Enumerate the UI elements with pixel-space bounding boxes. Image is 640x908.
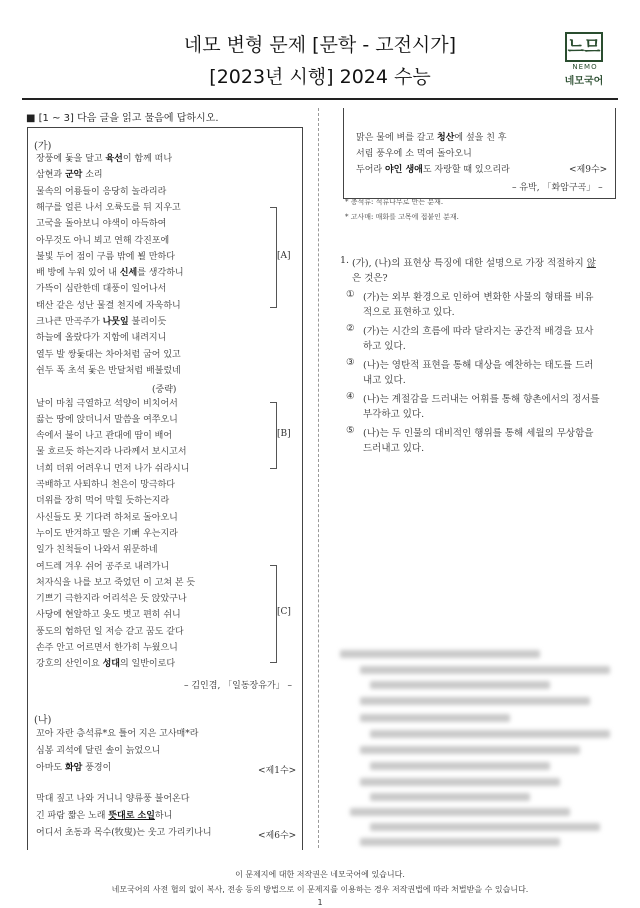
stem-emphasis: 않 bbox=[586, 258, 596, 269]
choice-text-cont: 내고 있다. bbox=[363, 375, 406, 386]
poem-line bbox=[36, 447, 187, 458]
choice-number: ⑤ bbox=[346, 425, 355, 436]
page-title-line1: 네모 변형 문제 [문학 - 고전시가] bbox=[183, 34, 457, 56]
glossary-item: * 고사매: 매화를 고목에 접붙인 분재. bbox=[345, 213, 459, 221]
choice-text-cont: 적으로 표현하고 있다. bbox=[363, 307, 455, 318]
line-seg: 처자식을 나를 보고 죽었던 이 고쳐 본 듯 bbox=[36, 577, 196, 588]
blurred-line bbox=[360, 778, 560, 786]
line-seg: 배 방에 누워 있어 내 bbox=[36, 268, 120, 279]
page-number: 1 bbox=[317, 898, 323, 907]
line-seg: 하니 bbox=[154, 811, 173, 821]
line-seg: 서림 풍우에 소 먹여 돌아오니 bbox=[356, 149, 472, 159]
poem-line bbox=[36, 627, 184, 638]
line-seg: 해구를 얼른 나서 오륙도를 뒤 지우고 bbox=[36, 202, 181, 213]
line-seg: 막대 짚고 나와 거니니 양류풍 불어온다 bbox=[36, 794, 190, 804]
line-seg: 맑은 물에 벼를 갈고 bbox=[356, 133, 437, 143]
poem-line bbox=[356, 146, 472, 159]
poem-line bbox=[36, 170, 103, 181]
emphasized-word: 뜻대로 소일 bbox=[108, 811, 155, 821]
line-seg: 사신들도 못 기다려 하처로 돌아오니 bbox=[36, 512, 178, 523]
footer-warning: 네모국어의 사전 협의 없이 복사, 전송 등의 방법으로 이 문제지를 이용하는 경우 저작권법에 따라 처벌받을 수 있습니다. bbox=[111, 885, 529, 894]
bracket-2 bbox=[270, 565, 277, 663]
poem-line bbox=[36, 545, 158, 556]
choice-number: ② bbox=[346, 323, 355, 334]
line-seg: 여드레 겨우 쉬어 공주로 내려가니 bbox=[36, 561, 170, 572]
emphasized-word: 군악 bbox=[64, 170, 83, 181]
poem-line bbox=[36, 578, 195, 589]
emphasized-word: 화암 bbox=[64, 763, 83, 773]
emphasized-word: 신세 bbox=[119, 268, 138, 279]
poem-line bbox=[36, 811, 172, 822]
line-seg: 꼬아 자란 층석류*요 틀어 지은 고사매*라 bbox=[36, 729, 199, 739]
nemo-logo-ko: 네모국어 bbox=[564, 76, 604, 87]
poem-line bbox=[36, 350, 181, 361]
bracket-0 bbox=[270, 207, 277, 308]
poem-line bbox=[356, 162, 510, 175]
poem-line bbox=[36, 464, 189, 475]
blurred-line bbox=[360, 838, 560, 846]
header-rule bbox=[22, 98, 618, 100]
line-seg: 날이 마침 극열하고 석양이 비치어서 bbox=[36, 398, 178, 409]
line-seg: 의 일반이로다 bbox=[119, 659, 176, 670]
choice-number: ① bbox=[346, 289, 355, 300]
choice-text: (나)는 영탄적 표현을 통해 대상을 예찬하는 태도를 드러 bbox=[363, 360, 594, 371]
line-seg: 를 생각하니 bbox=[137, 268, 184, 279]
blurred-line bbox=[360, 697, 590, 705]
bracket-label: [A] bbox=[277, 250, 291, 261]
poem-line bbox=[36, 219, 166, 230]
line-seg: 고국을 돌아보니 야색이 아득하여 bbox=[36, 219, 167, 230]
poem-line bbox=[36, 366, 181, 377]
poem-label-na: (나) bbox=[34, 715, 52, 726]
poem-label-ga: (가) bbox=[34, 141, 52, 152]
page-title-line2: [2023년 시행] 2024 수능 bbox=[209, 66, 431, 88]
poem-line bbox=[36, 154, 172, 165]
poem-line bbox=[36, 794, 189, 805]
stanza-tag-1: <제1수> bbox=[258, 766, 297, 776]
source-ga: – 김인겸, 「일동장유가」 – bbox=[184, 680, 292, 691]
nemo-logo-en: NEMO bbox=[572, 63, 598, 71]
choice-text: (가)는 외부 환경으로 인하여 변화한 사물의 형태를 비유 bbox=[363, 292, 594, 303]
line-seg: 속에서 불이 나고 관대에 땀이 배어 bbox=[36, 431, 173, 442]
poem-line bbox=[36, 496, 169, 507]
poem-line bbox=[36, 480, 175, 491]
line-seg: 일가 친척들이 나와서 위문하네 bbox=[36, 545, 158, 556]
line-seg: 물 흐르듯 하는지라 나라께서 보시고서 bbox=[36, 447, 187, 458]
poem-line bbox=[36, 415, 178, 426]
line-seg: 곡배하고 사퇴하니 천은이 망극하다 bbox=[36, 480, 175, 490]
blurred-line bbox=[370, 762, 550, 770]
emphasized-word: 야인 생애 bbox=[384, 165, 423, 175]
line-seg: 소리 bbox=[82, 170, 103, 181]
question-stem-cont: 은 것은? bbox=[352, 273, 388, 284]
choice-text: (나)는 두 인물의 대비적인 행위를 통해 세월의 무상함을 bbox=[363, 428, 594, 439]
blurred-line bbox=[340, 650, 540, 658]
instruction-text: ■ [1 ~ 3] 다음 글을 읽고 물음에 답하시오. bbox=[26, 113, 219, 124]
poem-line bbox=[36, 659, 175, 670]
line-seg: 쉰두 폭 초석 돛은 반달처럼 배불렀네 bbox=[36, 365, 181, 376]
line-seg: 불빛 두어 점이 구름 밖에 뵐 만하다 bbox=[36, 251, 175, 262]
question-number: 1. bbox=[340, 255, 350, 266]
question-stem bbox=[352, 255, 596, 269]
poem-line bbox=[36, 187, 166, 198]
line-seg: 긴 파람 짧은 노래 bbox=[36, 811, 109, 821]
line-seg: 이 함께 떠나 bbox=[122, 154, 173, 164]
emphasized-word: 나뭇잎 bbox=[102, 317, 129, 327]
emphasized-word: 육선 bbox=[105, 154, 123, 164]
line-seg: 어디서 초동과 목수(牧叟)는 웃고 가리키나니 bbox=[36, 828, 212, 838]
poem-line bbox=[36, 333, 166, 344]
nemo-logo-mark: 느므 bbox=[565, 32, 603, 62]
line-seg: 열두 발 쌍돛대는 차아처럼 굽어 있고 bbox=[36, 349, 181, 360]
poem-line bbox=[36, 513, 178, 524]
line-seg: 불리이듯 bbox=[128, 317, 167, 327]
choice-text: (가)는 시간의 흐름에 따라 달라지는 공간적 배경을 묘사 bbox=[363, 326, 594, 337]
line-seg: 두어라 bbox=[356, 165, 385, 175]
poem-line bbox=[36, 610, 181, 621]
line-seg: 더위를 장히 먹어 막힐 듯하는지라 bbox=[36, 496, 170, 507]
blurred-line bbox=[370, 730, 610, 738]
poem-line bbox=[36, 562, 169, 573]
choice-number: ③ bbox=[346, 357, 355, 368]
line-seg: 가뜩이 심란한데 대풍이 일어나서 bbox=[36, 284, 167, 295]
choice-text-cont: 하고 있다. bbox=[363, 341, 406, 352]
poem-line bbox=[36, 236, 169, 247]
poem-line bbox=[36, 252, 175, 263]
stem-part: (가), (나)의 표현상 특징에 대한 설명으로 가장 적절하지 bbox=[352, 258, 587, 269]
line-seg: 장풍에 돛을 달고 bbox=[36, 154, 106, 164]
line-seg: 끓는 땅에 앉더니서 말씀을 여쭈오니 bbox=[36, 414, 178, 425]
poem-line bbox=[36, 431, 172, 442]
line-seg: 사당에 현알하고 옷도 벗고 편히 쉬니 bbox=[36, 610, 181, 621]
poem-line bbox=[36, 301, 181, 312]
line-seg: 크나큰 만곡주가 bbox=[36, 317, 103, 327]
line-seg: 심봉 괴석에 달린 솔이 늙었으니 bbox=[36, 746, 161, 756]
stanza-tag-6: <제6수> bbox=[258, 831, 297, 841]
line-seg: 너희 더위 어려우니 먼저 나가 쉬라시니 bbox=[36, 463, 190, 474]
poem-line bbox=[36, 317, 166, 328]
line-seg: 손주 안고 어르면서 한가히 누웠으니 bbox=[36, 643, 178, 653]
omission-note: (중략) bbox=[152, 385, 177, 396]
line-seg: 강호의 산인이요 bbox=[36, 659, 103, 670]
line-seg: 삼현과 bbox=[36, 170, 65, 181]
line-seg: 아마도 bbox=[36, 763, 65, 773]
blurred-line bbox=[360, 746, 580, 754]
choice-text-cont: 부각하고 있다. bbox=[363, 409, 425, 420]
line-seg: 풍경이 bbox=[82, 763, 112, 773]
blurred-line bbox=[370, 793, 530, 801]
bracket-label: [C] bbox=[277, 607, 291, 617]
line-seg: 누이도 반겨하고 딸은 기뻐 우는지라 bbox=[36, 528, 178, 539]
blurred-line bbox=[360, 666, 610, 674]
bracket-1 bbox=[270, 402, 277, 469]
choice-number: ④ bbox=[346, 391, 355, 402]
emphasized-word: 성대 bbox=[102, 659, 120, 670]
line-seg: 태산 같은 성난 물결 천지에 자욱하니 bbox=[36, 300, 181, 311]
line-seg: 하늘에 올랐다가 지함에 내려지니 bbox=[36, 333, 167, 344]
emphasized-word: 청산 bbox=[437, 133, 455, 143]
poem-line bbox=[36, 828, 212, 839]
blurred-line bbox=[350, 808, 570, 816]
choice-text: (나)는 계절감을 드러내는 어휘를 통해 향촌에서의 정서를 bbox=[363, 394, 600, 405]
line-seg: 기쁘기 극한지라 어리석은 듯 앉았구나 bbox=[36, 594, 187, 605]
line-seg: 에 섶을 친 후 bbox=[454, 133, 507, 143]
bracket-label: [B] bbox=[277, 428, 291, 439]
poem-line bbox=[36, 643, 178, 654]
column-divider bbox=[318, 108, 319, 848]
line-seg: 풍도의 험하던 일 저승 같고 꿈도 같다 bbox=[36, 626, 184, 637]
choice-text-cont: 드러내고 있다. bbox=[363, 443, 425, 454]
stanza-tag-9: <제9수> bbox=[569, 165, 608, 175]
poem-line bbox=[36, 399, 178, 410]
poem-line bbox=[36, 284, 166, 295]
poem-line bbox=[36, 594, 187, 605]
footer-copyright: 이 문제지에 대한 저작권은 네모국어에 있습니다. bbox=[235, 870, 405, 879]
blurred-line bbox=[370, 681, 550, 689]
poem-line bbox=[36, 529, 178, 540]
line-seg: 물속의 어룡들이 응당히 놀라리라 bbox=[36, 186, 167, 197]
line-seg: 아무것도 아니 뵈고 연해 각진포에 bbox=[36, 235, 170, 246]
blurred-line bbox=[370, 823, 600, 831]
poem-line bbox=[356, 130, 506, 143]
blurred-line bbox=[360, 714, 510, 722]
glossary-item: * 층석류: 석류나무로 만든 분재. bbox=[345, 198, 444, 206]
poem-line bbox=[36, 746, 160, 757]
source-na: – 유박, 「화암구곡」 – bbox=[512, 183, 603, 193]
poem-line bbox=[36, 763, 111, 774]
poem-line bbox=[36, 729, 198, 740]
line-seg: 도 자랑할 때 있으리라 bbox=[422, 165, 510, 175]
poem-line bbox=[36, 203, 181, 214]
poem-line bbox=[36, 268, 184, 279]
